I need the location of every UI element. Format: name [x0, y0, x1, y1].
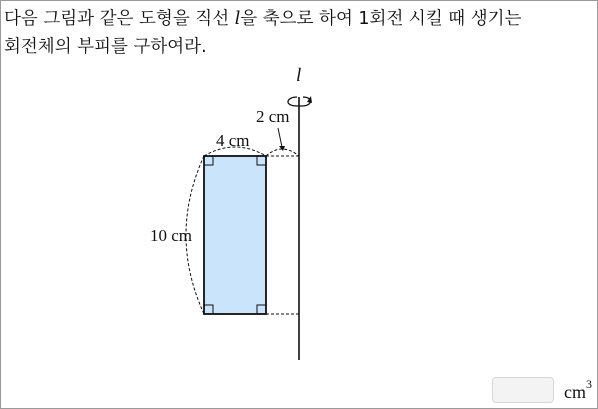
- rectangle-shape: [204, 156, 266, 314]
- axis-variable: l: [234, 9, 241, 29]
- width-label: 4 cm: [216, 131, 250, 150]
- unit-base: cm: [564, 382, 586, 402]
- axis-label: l: [296, 65, 302, 86]
- question-text-line2: 회전체의 부피를 구하여라.: [4, 37, 207, 57]
- question-text-part2: 을 축으로 하여 1회전 시킬 때 생기는: [240, 9, 522, 29]
- question-text-part1: 다음 그림과 같은 도형을 직선: [4, 9, 235, 29]
- answer-input[interactable]: [492, 377, 554, 403]
- gap-label: 2 cm: [256, 107, 290, 126]
- gap-pointer-arrow: [278, 128, 285, 151]
- rotation-arrow-icon: [288, 96, 312, 106]
- answer-unit: [564, 377, 592, 403]
- unit-exponent: 3: [586, 377, 592, 391]
- height-label: 10 cm: [150, 226, 193, 245]
